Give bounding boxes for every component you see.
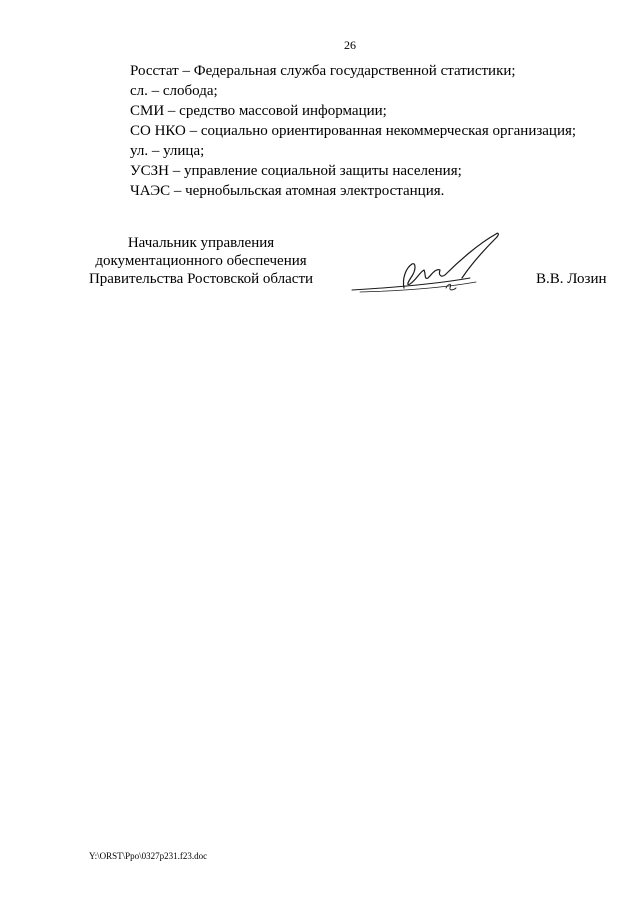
handwritten-signature [346, 228, 506, 298]
abbreviation-item: сл. – слобода; [130, 83, 218, 99]
page-number: 26 [344, 38, 356, 52]
abbreviation-item: Росстат – Федеральная служба государственной статистики; [130, 63, 516, 79]
signer-title [86, 234, 316, 288]
signer-title-line: Правительства Ростовской области [88, 271, 314, 287]
signer-title-line: документационного обеспечения [95, 253, 307, 269]
abbreviation-list [130, 61, 576, 201]
abbreviation-item: УСЗН – управление социальной защиты населения; [130, 163, 462, 179]
abbreviation-item: ЧАЭС – чернобыльская атомная электростанция. [130, 183, 445, 199]
signer-name: В.В. Лозин [536, 271, 607, 287]
file-path: Y:\ORST\Ppo\0327p231.f23.doc [89, 851, 208, 861]
abbreviation-item: ул. – улица; [130, 143, 205, 159]
abbreviation-item: СО НКО – социально ориентированная некоммерческая организация; [130, 123, 577, 139]
signer-title-line: Начальник управления [127, 235, 275, 251]
abbreviation-item: СМИ – средство массовой информации; [130, 103, 387, 119]
